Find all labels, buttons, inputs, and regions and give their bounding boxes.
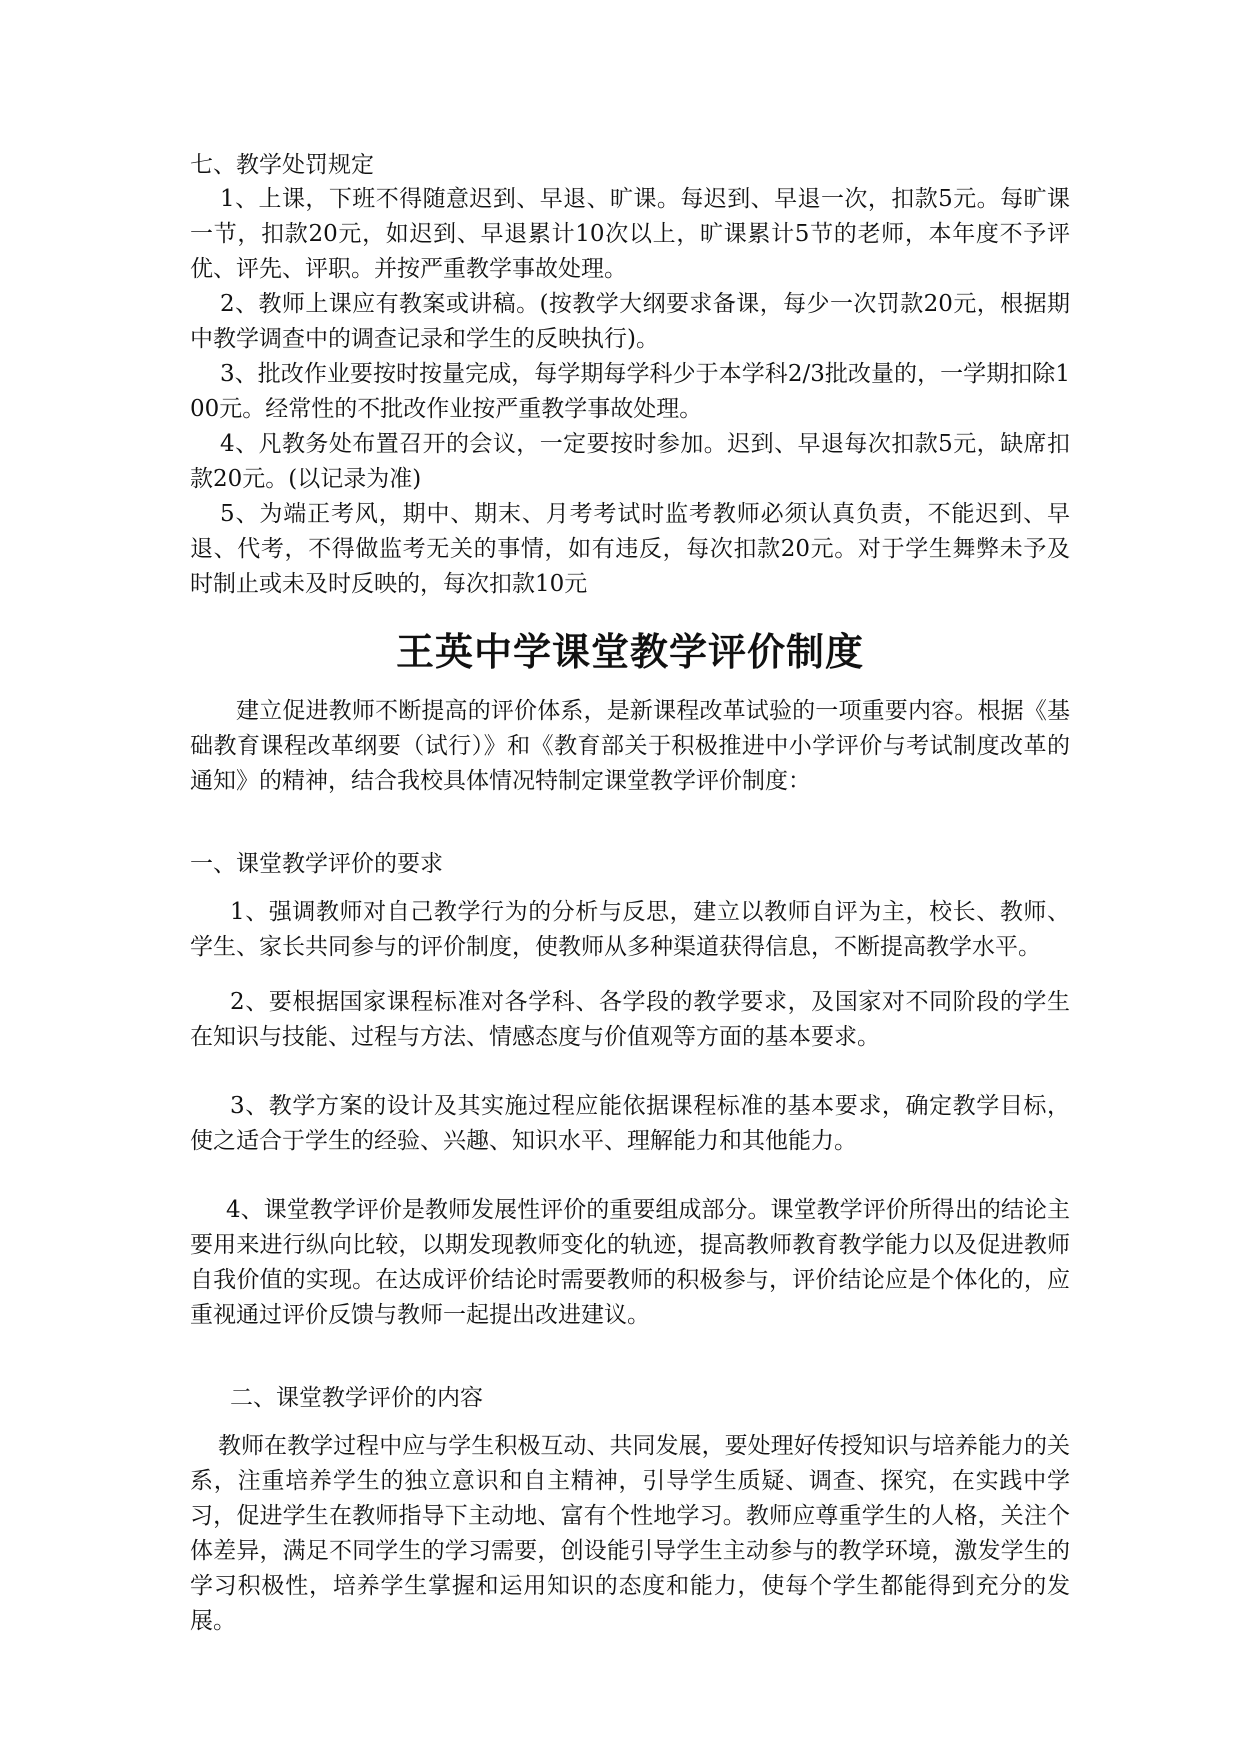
requirement-item-3: 3、教学方案的设计及其实施过程应能依据课程标准的基本要求，确定教学目标，使之适合于学生的经验、兴趣、知识水平、理解能力和其他能力。 (190, 1093, 1070, 1154)
penalty-rule-4: 4、凡教务处布置召开的会议，一定要按时参加。迟到、早退每次扣款5元，缺席扣款20元。(以记录为准) (190, 431, 1070, 492)
document-page (190, 148, 1070, 1639)
part-one-heading: 一、课堂教学评价的要求 (190, 851, 443, 877)
penalty-rule-5: 5、为端正考风，期中、期末、月考考试时监考教师必须认真负责，不能迟到、早退、代考，不得做监考无关的事情，如有违反，每次扣款20元。对于学生舞弊未予及时制止或未及时反映的，每次扣款10元 (190, 501, 1070, 597)
penalty-rule-2: 2、教师上课应有教案或讲稿。(按教学大纲要求备课，每少一次罚款20元，根据期中教学调查中的调查记录和学生的反映执行)。 (190, 291, 1070, 352)
spacer (190, 1055, 1070, 1089)
spacer (190, 1415, 1070, 1429)
intro-paragraph: 建立促进教师不断提高的评价体系，是新课程改革试验的一项重要内容。根据《基础教育课程改革纲要（试行）》和《教育部关于积极推进中小学评价与考试制度改革的通知》的精神，结合我校具体情况特制定课堂教学评价制度： (190, 698, 1070, 794)
penalty-rule-1: 1、上课，下班不得随意迟到、早退、旷课。每迟到、早退一次，扣款5元。每旷课一节，扣款20元，如迟到、早退累计10次以上，旷课累计5节的老师，本年度不予评优、评先、评职。并按严重教学事故处理。 (190, 186, 1070, 282)
part-two-heading: 二、课堂教学评价的内容 (230, 1385, 483, 1411)
part-two-body: 教师在教学过程中应与学生积极互动、共同发展，要处理好传授知识与培养能力的关系，注重培养学生的独立意识和自主精神，引导学生质疑、调查、探究，在实践中学习，促进学生在教师指导下主动地、富有个性地学习。教师应尊重学生的人格，关注个体差异，满足不同学生的学习需要，创设能引导学生主动参与的教学环境，激发学生的学习积极性，培养学生掌握和运用知识的态度和能力，使每个学生都能得到充分的发展。 (190, 1433, 1070, 1634)
requirement-item-1: 1、强调教师对自己教学行为的分析与反思，建立以教师自评为主，校长、教师、学生、家长共同参与的评价制度，使教师从多种渠道获得信息，不断提高教学水平。 (190, 899, 1070, 960)
document-title: 王英中学课堂教学评价制度 (395, 630, 864, 674)
requirement-item-4: 4、课堂教学评价是教师发展性评价的重要组成部分。课堂教学评价所得出的结论主要用来进行纵向比较，以期发现教师变化的轨迹，提高教师教育教学能力以及促进教师自我价值的实现。在达成评价结论时需要教师的积极参与，评价结论应是个体化的，应重视通过评价反馈与教师一起提出改进建议。 (190, 1197, 1070, 1328)
section-seven-heading: 七、教学处罚规定 (190, 152, 374, 178)
spacer (190, 881, 1070, 895)
requirement-item-2: 2、要根据国家课程标准对各学科、各学段的教学要求，及国家对不同阶段的学生在知识与技能、过程与方法、情感态度与价值观等方面的基本要求。 (190, 989, 1070, 1050)
spacer (190, 971, 1070, 985)
penalty-rule-3: 3、批改作业要按时按量完成，每学期每学科少于本学科2/3批改量的，一学期扣除100元。经常性的不批改作业按严重教学事故处理。 (190, 361, 1070, 422)
spacer (190, 799, 1070, 847)
spacer (190, 1159, 1070, 1193)
spacer (190, 1333, 1070, 1381)
